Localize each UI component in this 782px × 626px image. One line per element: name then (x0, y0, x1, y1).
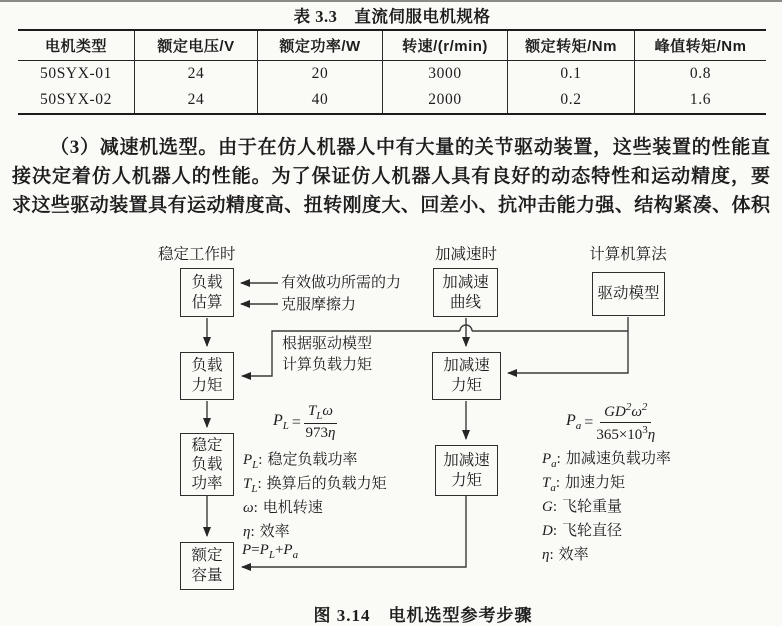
header-motor-type: 电机类型 (44, 38, 107, 55)
legend-item: ω: 电机转速 (243, 500, 323, 516)
label-overcome-friction: 克服摩擦力 (281, 297, 357, 313)
box-line: 驱动模型 (597, 285, 660, 302)
formula-accel-load-power (566, 401, 655, 444)
cell-value: 50SYX-01 (40, 65, 112, 82)
fraction: $\frac{T_L\omega}{973\eta}$ (305, 403, 336, 441)
arrow-drive-model-to-accel-torque (508, 317, 628, 373)
formula-stable-load-power (273, 403, 337, 442)
legend-item: $T_a$: 加速力矩 (542, 475, 626, 494)
box-load-torque (180, 352, 234, 400)
column-header-computer-algorithm: 计算机算法 (589, 246, 667, 263)
box-line: 负载 (191, 357, 223, 374)
legend-item: D: 飞轮直径 (542, 523, 623, 539)
label-calc-load-torque-note (282, 334, 372, 376)
note-line: 计算负载力矩 (282, 357, 373, 373)
header-peak-torque: 峰值转矩/Nm (654, 38, 747, 55)
header-speed: 转速/(r/min) (402, 38, 488, 55)
cell-value: 0.1 (560, 65, 582, 82)
formula-lhs: $P_L$ (273, 412, 289, 433)
cell-value: 40 (311, 91, 329, 108)
legend-right (542, 450, 671, 570)
box-line: 力矩 (450, 377, 482, 394)
box-line: 额定 (191, 547, 223, 564)
box-load-estimation (180, 268, 234, 317)
box-stable-load-power (180, 433, 234, 496)
box-line: 加减速 (442, 273, 489, 291)
cell-value: 50SYX-02 (40, 91, 112, 108)
paragraph-line: （3）减速机选型。由于在仿人机器人中有大量的关节驱动装置，这些装置的性能直 (50, 137, 770, 158)
cell-value: 0.2 (560, 91, 582, 108)
table-title: 表 3.3 直流伺服电机规格 (293, 7, 491, 26)
legend-item: $T_L$: 换算后的负载力矩 (243, 476, 387, 495)
column-header-steady-state: 稳定工作时 (158, 246, 236, 263)
cell-value: 2000 (428, 91, 462, 108)
cell-value: 24 (187, 65, 205, 82)
label-sum-formula: $P=P_L+P_a$ (242, 542, 299, 561)
cell-value: 3000 (428, 65, 462, 82)
box-accel-decel-curve (433, 268, 498, 317)
cell-value: 20 (311, 65, 329, 82)
cell-value: 0.8 (689, 65, 712, 82)
note-line: 根据驱动模型 (282, 336, 373, 352)
label-effective-work-force: 有效做功所需的力 (281, 275, 402, 291)
legend-item: G: 飞轮重量 (542, 499, 623, 515)
paragraph-line: 接决定着仿人机器人的性能。为了保证仿人机器人具有良好的动态特性和运动精度，要 (12, 166, 770, 187)
fraction: $\frac{GD^2\omega^2}{365\times 10^3\eta}$ (596, 401, 656, 443)
legend-item: η: 效率 (243, 524, 290, 540)
box-accel-decel-torque-2 (435, 445, 498, 496)
box-line: 负载 (191, 273, 223, 291)
box-line: 加减速 (443, 357, 490, 374)
column-header-accel-decel: 加减速时 (434, 246, 498, 263)
header-rated-voltage: 额定电压/V (157, 38, 235, 55)
formula-lhs: $P_a$ (566, 412, 582, 433)
legend-item: $P_L$: 稳定负载功率 (243, 452, 358, 471)
box-line: 力矩 (191, 377, 223, 394)
equals-sign: = (291, 413, 301, 431)
box-line: 估算 (191, 293, 223, 311)
box-line: 容量 (191, 567, 223, 584)
box-rated-capacity (180, 542, 234, 590)
legend-left (243, 451, 387, 547)
cell-value: 1.6 (689, 91, 712, 108)
header-rated-torque: 额定转矩/Nm (525, 38, 617, 55)
box-line: 负载 (191, 456, 223, 473)
header-rated-power: 额定功率/W (279, 38, 361, 55)
box-line: 力矩 (450, 471, 482, 489)
box-line: 功率 (191, 475, 223, 492)
cell-value: 24 (187, 91, 205, 108)
legend-item: $P_a$: 加减速负载功率 (542, 451, 671, 470)
box-line: 加减速 (443, 451, 490, 469)
legend-item: η: 效率 (542, 547, 589, 563)
figure-caption: 图 3.14 电机选型参考步骤 (313, 606, 533, 625)
box-line: 曲线 (449, 293, 481, 311)
paragraph-line: 求这些驱动装置具有运动精度高、扭转刚度大、回差小、抗冲击能力强、结构紧凑、体积 (12, 195, 770, 216)
box-accel-decel-torque-1 (432, 352, 501, 400)
box-drive-model (592, 272, 665, 316)
box-line: 稳定 (191, 437, 223, 454)
equals-sign: = (584, 413, 594, 431)
